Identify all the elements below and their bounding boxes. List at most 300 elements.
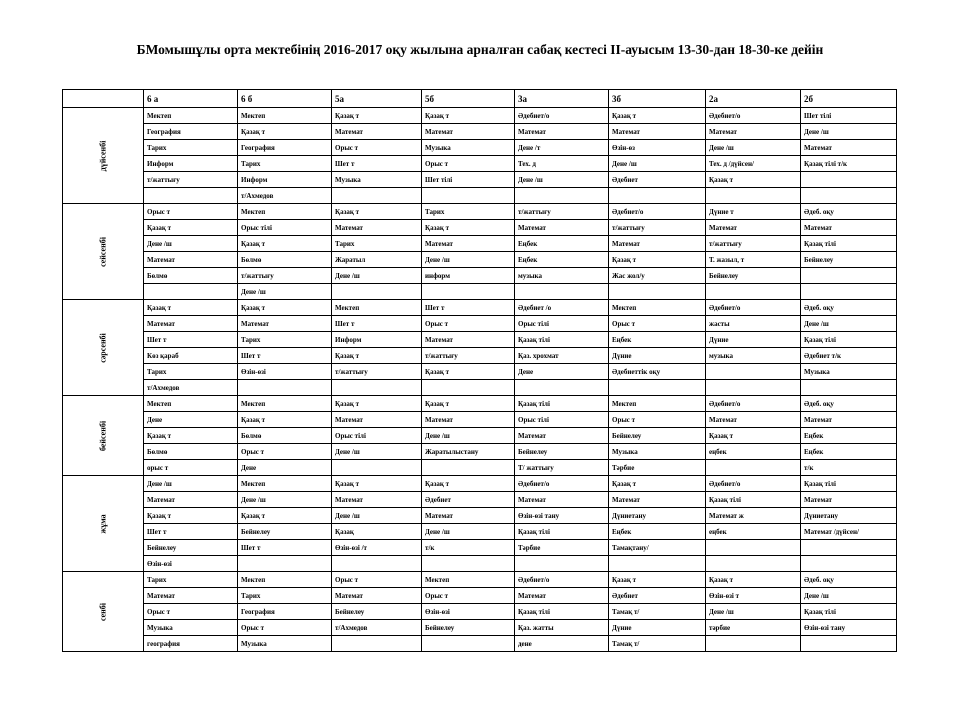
- lesson-cell: Математ: [422, 332, 515, 348]
- lesson-row: [63, 204, 897, 220]
- lesson-row: [63, 524, 897, 540]
- lesson-cell: Математ /дүйсен/: [801, 524, 897, 540]
- lesson-cell: Қазақ т: [706, 572, 801, 588]
- lesson-cell: Әдеб. оқу: [801, 396, 897, 412]
- lesson-cell: Орыс т: [144, 604, 238, 620]
- lesson-row: [63, 428, 897, 444]
- class-header: 3а: [515, 90, 609, 108]
- lesson-cell: Информ: [238, 172, 332, 188]
- lesson-cell: Өзін-өзі /т: [332, 540, 422, 556]
- lesson-cell: [706, 460, 801, 476]
- lesson-cell: Мектеп: [609, 300, 706, 316]
- day-cell: [63, 204, 144, 300]
- lesson-cell: Қазақ тілі: [515, 396, 609, 412]
- lesson-cell: Мектеп: [238, 204, 332, 220]
- lesson-cell: Қазақ тілі: [706, 492, 801, 508]
- lesson-cell: Дене: [515, 364, 609, 380]
- lesson-cell: [332, 636, 422, 652]
- lesson-cell: Информ: [144, 156, 238, 172]
- lesson-cell: Дене: [238, 460, 332, 476]
- lesson-cell: Дене /ш: [801, 124, 897, 140]
- lesson-cell: т/жаттығу: [706, 236, 801, 252]
- lesson-cell: Қазақ т: [706, 428, 801, 444]
- lesson-cell: Дене /ш: [706, 140, 801, 156]
- lesson-cell: Қазақ т: [422, 364, 515, 380]
- lesson-cell: Еңбек: [515, 236, 609, 252]
- lesson-cell: [422, 188, 515, 204]
- lesson-cell: [609, 380, 706, 396]
- lesson-cell: Шет т: [332, 156, 422, 172]
- lesson-cell: Шет т: [144, 332, 238, 348]
- lesson-cell: Математ: [609, 492, 706, 508]
- lesson-cell: Мектеп: [238, 396, 332, 412]
- lesson-cell: Қазақ т: [422, 220, 515, 236]
- lesson-cell: Шет т: [422, 300, 515, 316]
- lesson-cell: Музыка: [238, 636, 332, 652]
- lesson-cell: Тарих: [238, 332, 332, 348]
- lesson-cell: Қазақ т: [422, 396, 515, 412]
- lesson-cell: Шет т: [144, 524, 238, 540]
- lesson-row: [63, 188, 897, 204]
- day-label: сәрсенбі: [98, 332, 108, 363]
- lesson-cell: Еңбек: [515, 252, 609, 268]
- day-cell: [63, 300, 144, 396]
- lesson-cell: т/жаттығу: [609, 220, 706, 236]
- lesson-cell: Қазақ т: [144, 300, 238, 316]
- lesson-cell: Орыс т: [609, 412, 706, 428]
- lesson-cell: музыка: [515, 268, 609, 284]
- lesson-cell: Тех. д /дүйсен/: [706, 156, 801, 172]
- lesson-cell: Әдебиет: [609, 172, 706, 188]
- day-label: дүйсенбі: [98, 140, 108, 171]
- lesson-cell: Математ: [332, 412, 422, 428]
- lesson-row: [63, 348, 897, 364]
- lesson-cell: Шет т: [332, 316, 422, 332]
- lesson-cell: [706, 284, 801, 300]
- lesson-row: [63, 364, 897, 380]
- lesson-cell: Қазақ т: [238, 236, 332, 252]
- lesson-cell: Орыс т: [422, 588, 515, 604]
- lesson-cell: [801, 284, 897, 300]
- lesson-cell: Қазақ т: [144, 428, 238, 444]
- lesson-cell: Әдеб. оқу: [801, 204, 897, 220]
- lesson-cell: Дене /ш: [144, 476, 238, 492]
- lesson-cell: Математ: [801, 492, 897, 508]
- lesson-cell: Әдебиет/о: [706, 476, 801, 492]
- lesson-row: [63, 268, 897, 284]
- lesson-cell: Шет тілі: [422, 172, 515, 188]
- day-column-header: [63, 90, 144, 108]
- lesson-row: [63, 220, 897, 236]
- lesson-row: [63, 124, 897, 140]
- class-header: 5б: [422, 90, 515, 108]
- class-header: 5а: [332, 90, 422, 108]
- lesson-cell: Орыс т: [422, 316, 515, 332]
- lesson-cell: Орыс тілі: [238, 220, 332, 236]
- day-cell: [63, 476, 144, 572]
- lesson-cell: Математ: [144, 492, 238, 508]
- lesson-cell: Дене /ш: [238, 492, 332, 508]
- lesson-row: [63, 492, 897, 508]
- lesson-cell: Музыка: [609, 444, 706, 460]
- lesson-cell: Математ: [332, 124, 422, 140]
- lesson-cell: Информ: [332, 332, 422, 348]
- lesson-cell: Дене /ш: [144, 236, 238, 252]
- lesson-cell: Орыс т: [332, 572, 422, 588]
- lesson-cell: [609, 284, 706, 300]
- lesson-cell: еңбек: [706, 444, 801, 460]
- lesson-cell: Тамақ т/: [609, 604, 706, 620]
- lesson-cell: Қазақ тілі: [515, 604, 609, 620]
- lesson-cell: Тарих: [144, 140, 238, 156]
- lesson-cell: Дене /ш: [801, 588, 897, 604]
- lesson-cell: Тарих: [144, 572, 238, 588]
- lesson-cell: Орыс тілі: [515, 412, 609, 428]
- lesson-cell: Музыка: [332, 172, 422, 188]
- lesson-cell: Музыка: [801, 364, 897, 380]
- schedule-table: [62, 89, 897, 652]
- lesson-cell: дене: [515, 636, 609, 652]
- lesson-cell: Дүние: [609, 620, 706, 636]
- lesson-cell: Бейнелеу: [422, 620, 515, 636]
- lesson-cell: [515, 556, 609, 572]
- lesson-cell: Математ: [609, 124, 706, 140]
- day-label: бейсенбі: [98, 420, 108, 451]
- lesson-cell: Қазақ т: [332, 476, 422, 492]
- lesson-cell: Әдебиет: [609, 588, 706, 604]
- lesson-cell: Орыс т: [144, 204, 238, 220]
- lesson-cell: Математ: [332, 492, 422, 508]
- lesson-cell: [144, 188, 238, 204]
- lesson-cell: Әдебиет/о: [609, 204, 706, 220]
- lesson-cell: Қазақ т: [332, 108, 422, 124]
- lesson-cell: [422, 380, 515, 396]
- lesson-cell: Әдебиет: [422, 492, 515, 508]
- lesson-cell: Мектеп: [238, 572, 332, 588]
- lesson-cell: Қазақ т: [706, 172, 801, 188]
- lesson-cell: Өзін-өз: [609, 140, 706, 156]
- day-cell: [63, 108, 144, 204]
- lesson-cell: Қазақ т: [422, 476, 515, 492]
- lesson-cell: Жас жол/у: [609, 268, 706, 284]
- class-header: 6 а: [144, 90, 238, 108]
- lesson-cell: Математ: [332, 588, 422, 604]
- lesson-cell: т/Ахмедов: [238, 188, 332, 204]
- lesson-cell: Қазақ т: [609, 252, 706, 268]
- lesson-cell: Әдеб. оқу: [801, 300, 897, 316]
- day-cell: [63, 572, 144, 652]
- lesson-cell: Қаз. жатты: [515, 620, 609, 636]
- lesson-cell: Мектеп: [422, 572, 515, 588]
- lesson-cell: Қазақ тілі: [801, 476, 897, 492]
- lesson-cell: Қазақ т: [238, 412, 332, 428]
- lesson-cell: [238, 556, 332, 572]
- lesson-cell: Бөлмө: [238, 252, 332, 268]
- day-label: жұма: [98, 513, 108, 534]
- lesson-cell: [422, 636, 515, 652]
- lesson-cell: Дене /ш: [332, 508, 422, 524]
- lesson-cell: Қазақ т: [144, 220, 238, 236]
- lesson-cell: музыка: [706, 348, 801, 364]
- lesson-cell: Еңбек: [609, 524, 706, 540]
- lesson-row: [63, 236, 897, 252]
- lesson-cell: Шет т: [238, 348, 332, 364]
- lesson-cell: Математ: [801, 140, 897, 156]
- lesson-cell: Қазақ т: [144, 508, 238, 524]
- lesson-cell: [801, 380, 897, 396]
- lesson-cell: Математ: [422, 508, 515, 524]
- lesson-cell: Қазақ тілі: [801, 604, 897, 620]
- class-header: 2б: [801, 90, 897, 108]
- lesson-cell: т/Ахмедов: [144, 380, 238, 396]
- lesson-cell: Дене /ш: [515, 172, 609, 188]
- lesson-cell: [609, 556, 706, 572]
- lesson-cell: Мектеп: [609, 396, 706, 412]
- lesson-cell: Қазақ т: [609, 476, 706, 492]
- lesson-cell: Дене /ш: [422, 524, 515, 540]
- lesson-cell: Қазақ тілі: [515, 332, 609, 348]
- lesson-cell: Математ: [515, 428, 609, 444]
- lesson-cell: Орыс т: [238, 444, 332, 460]
- lesson-cell: Математ: [422, 412, 515, 428]
- lesson-cell: Математ: [144, 252, 238, 268]
- lesson-cell: Дене /ш: [422, 428, 515, 444]
- lesson-cell: Т. жазыл, т: [706, 252, 801, 268]
- lesson-row: [63, 284, 897, 300]
- lesson-cell: Тех. д: [515, 156, 609, 172]
- lesson-cell: Мектеп: [144, 396, 238, 412]
- lesson-row: [63, 332, 897, 348]
- lesson-cell: Бейнелеу: [515, 444, 609, 460]
- lesson-cell: Математ: [144, 316, 238, 332]
- lesson-cell: Қазақ т: [609, 108, 706, 124]
- lesson-cell: Тарих: [332, 236, 422, 252]
- lesson-cell: [801, 636, 897, 652]
- lesson-cell: Әдебиет т/к: [801, 348, 897, 364]
- lesson-cell: Өзін-өзі т: [706, 588, 801, 604]
- lesson-cell: Қазақ т: [332, 204, 422, 220]
- lesson-cell: Қазақ т: [609, 572, 706, 588]
- lesson-cell: Шет т: [238, 540, 332, 556]
- lesson-cell: Орыс т: [422, 156, 515, 172]
- lesson-cell: География: [238, 140, 332, 156]
- lesson-row: [63, 620, 897, 636]
- lesson-cell: Тарих: [144, 364, 238, 380]
- lesson-cell: Орыс тілі: [332, 428, 422, 444]
- lesson-cell: Орыс тілі: [515, 316, 609, 332]
- lesson-cell: [422, 556, 515, 572]
- lesson-cell: Дене /т: [515, 140, 609, 156]
- lesson-row: [63, 540, 897, 556]
- lesson-cell: Қазақ тілі т/к: [801, 156, 897, 172]
- lesson-cell: Дүние: [609, 348, 706, 364]
- lesson-cell: Музыка: [422, 140, 515, 156]
- lesson-cell: [515, 380, 609, 396]
- header-row: [63, 90, 897, 108]
- lesson-cell: География: [238, 604, 332, 620]
- lesson-cell: Математ: [422, 236, 515, 252]
- lesson-cell: Бейнелеу: [144, 540, 238, 556]
- lesson-cell: Бөлмө: [238, 428, 332, 444]
- lesson-cell: Математ: [706, 412, 801, 428]
- lesson-cell: Тарих: [238, 156, 332, 172]
- lesson-cell: [706, 364, 801, 380]
- lesson-cell: [144, 284, 238, 300]
- lesson-cell: [801, 556, 897, 572]
- lesson-cell: Көз қараб: [144, 348, 238, 364]
- lesson-cell: Қазақ т: [332, 396, 422, 412]
- lesson-cell: жасты: [706, 316, 801, 332]
- lesson-cell: Математ: [515, 492, 609, 508]
- lesson-cell: т/к: [422, 540, 515, 556]
- lesson-cell: [706, 556, 801, 572]
- lesson-cell: Еңбек: [801, 444, 897, 460]
- lesson-cell: [609, 188, 706, 204]
- lesson-row: [63, 380, 897, 396]
- lesson-cell: [706, 380, 801, 396]
- lesson-cell: Бейнелеу: [801, 252, 897, 268]
- lesson-row: [63, 460, 897, 476]
- lesson-cell: Математ: [515, 220, 609, 236]
- lesson-cell: Қазақ т: [238, 508, 332, 524]
- lesson-cell: т/жаттығу: [238, 268, 332, 284]
- lesson-cell: Өзін-өзі: [238, 364, 332, 380]
- lesson-cell: Әдебиет/о: [515, 108, 609, 124]
- lesson-cell: география: [144, 636, 238, 652]
- lesson-cell: Математ: [515, 124, 609, 140]
- lesson-cell: Математ: [238, 316, 332, 332]
- lesson-cell: Бейнелеу: [238, 524, 332, 540]
- lesson-cell: [332, 188, 422, 204]
- lesson-cell: Қазақ тілі: [801, 332, 897, 348]
- lesson-row: [63, 140, 897, 156]
- lesson-cell: [515, 188, 609, 204]
- lesson-cell: Дене /ш: [801, 316, 897, 332]
- lesson-cell: Қазақ тілі: [515, 524, 609, 540]
- lesson-cell: Әдебиет/о: [706, 300, 801, 316]
- lesson-cell: Дене /ш: [332, 444, 422, 460]
- lesson-cell: Әдебиет/о: [706, 396, 801, 412]
- day-cell: [63, 396, 144, 476]
- lesson-cell: [332, 556, 422, 572]
- lesson-cell: Өзін-өзі тану: [801, 620, 897, 636]
- lesson-cell: Өзін-өзі: [422, 604, 515, 620]
- lesson-cell: Тәрбие: [609, 460, 706, 476]
- lesson-cell: Математ: [332, 220, 422, 236]
- lesson-cell: Мектеп: [144, 108, 238, 124]
- lesson-cell: [706, 188, 801, 204]
- lesson-cell: т/жаттығу: [422, 348, 515, 364]
- lesson-row: [63, 412, 897, 428]
- lesson-cell: информ: [422, 268, 515, 284]
- lesson-cell: Дене /ш: [238, 284, 332, 300]
- lesson-cell: т/Ахмедов: [332, 620, 422, 636]
- lesson-row: [63, 300, 897, 316]
- lesson-cell: Қазақ т: [238, 124, 332, 140]
- lesson-cell: Дене /ш: [422, 252, 515, 268]
- lesson-row: [63, 508, 897, 524]
- lesson-cell: Математ: [801, 220, 897, 236]
- lesson-cell: Математ: [422, 124, 515, 140]
- lesson-cell: Мектеп: [238, 476, 332, 492]
- lesson-cell: т/жаттығу: [144, 172, 238, 188]
- lesson-cell: [422, 460, 515, 476]
- schedule-body: [63, 108, 897, 652]
- lesson-cell: Әдебиет/о: [515, 476, 609, 492]
- lesson-cell: [801, 268, 897, 284]
- lesson-cell: Математ: [144, 588, 238, 604]
- lesson-cell: Дене: [144, 412, 238, 428]
- lesson-cell: Бөлмө: [144, 268, 238, 284]
- lesson-cell: Қазақ т: [422, 108, 515, 124]
- lesson-cell: [801, 188, 897, 204]
- lesson-cell: Мектеп: [332, 300, 422, 316]
- lesson-cell: [238, 380, 332, 396]
- day-label: сенбі: [98, 602, 108, 621]
- lesson-cell: тәрбие: [706, 620, 801, 636]
- lesson-cell: Еңбек: [609, 332, 706, 348]
- lesson-cell: Дене /ш: [332, 268, 422, 284]
- lesson-row: [63, 556, 897, 572]
- lesson-cell: Бөлмө: [144, 444, 238, 460]
- lesson-row: [63, 316, 897, 332]
- lesson-cell: Еңбек: [801, 428, 897, 444]
- lesson-cell: Әдеб. оқу: [801, 572, 897, 588]
- lesson-cell: Қазақ: [332, 524, 422, 540]
- lesson-row: [63, 252, 897, 268]
- lesson-cell: Математ: [801, 412, 897, 428]
- lesson-cell: т/жаттығу: [515, 204, 609, 220]
- lesson-cell: Қазақ т: [332, 348, 422, 364]
- lesson-row: [63, 108, 897, 124]
- lesson-cell: [706, 636, 801, 652]
- lesson-cell: т/жаттығу: [332, 364, 422, 380]
- lesson-cell: Шет тілі: [801, 108, 897, 124]
- lesson-cell: Әдебиеттік оқу: [609, 364, 706, 380]
- lesson-cell: Жаратыл: [332, 252, 422, 268]
- lesson-cell: Тарих: [422, 204, 515, 220]
- class-header: 3б: [609, 90, 706, 108]
- lesson-cell: Дүниетану: [609, 508, 706, 524]
- lesson-cell: [706, 540, 801, 556]
- lesson-cell: Математ: [515, 588, 609, 604]
- lesson-cell: Қазақ тілі: [801, 236, 897, 252]
- lesson-cell: Өзін-өзі тану: [515, 508, 609, 524]
- class-header: 2а: [706, 90, 801, 108]
- lesson-cell: Математ: [706, 124, 801, 140]
- lesson-cell: Дүние: [706, 332, 801, 348]
- lesson-cell: [332, 284, 422, 300]
- lesson-cell: Әдебиет /о: [515, 300, 609, 316]
- lesson-cell: Дене /ш: [609, 156, 706, 172]
- lesson-cell: Бейнелеу: [609, 428, 706, 444]
- lesson-cell: [422, 284, 515, 300]
- lesson-cell: Мектеп: [238, 108, 332, 124]
- lesson-cell: Жаратылыстану: [422, 444, 515, 460]
- lesson-cell: Орыс т: [332, 140, 422, 156]
- lesson-cell: Қазақ т: [238, 300, 332, 316]
- lesson-cell: Өзін-өзі: [144, 556, 238, 572]
- lesson-cell: Т/ жаттығу: [515, 460, 609, 476]
- lesson-cell: Тәрбие: [515, 540, 609, 556]
- lesson-row: [63, 604, 897, 620]
- lesson-row: [63, 444, 897, 460]
- page-title: БМомышұлы орта мектебінің 2016-2017 оқу жылына арналған сабақ кестесі ІІ-ауысым 13-30-дан 18-30-ке дейін: [136, 42, 824, 57]
- lesson-cell: Математ ж: [706, 508, 801, 524]
- lesson-cell: Орыс т: [238, 620, 332, 636]
- lesson-cell: Бейнелеу: [706, 268, 801, 284]
- lesson-cell: т/к: [801, 460, 897, 476]
